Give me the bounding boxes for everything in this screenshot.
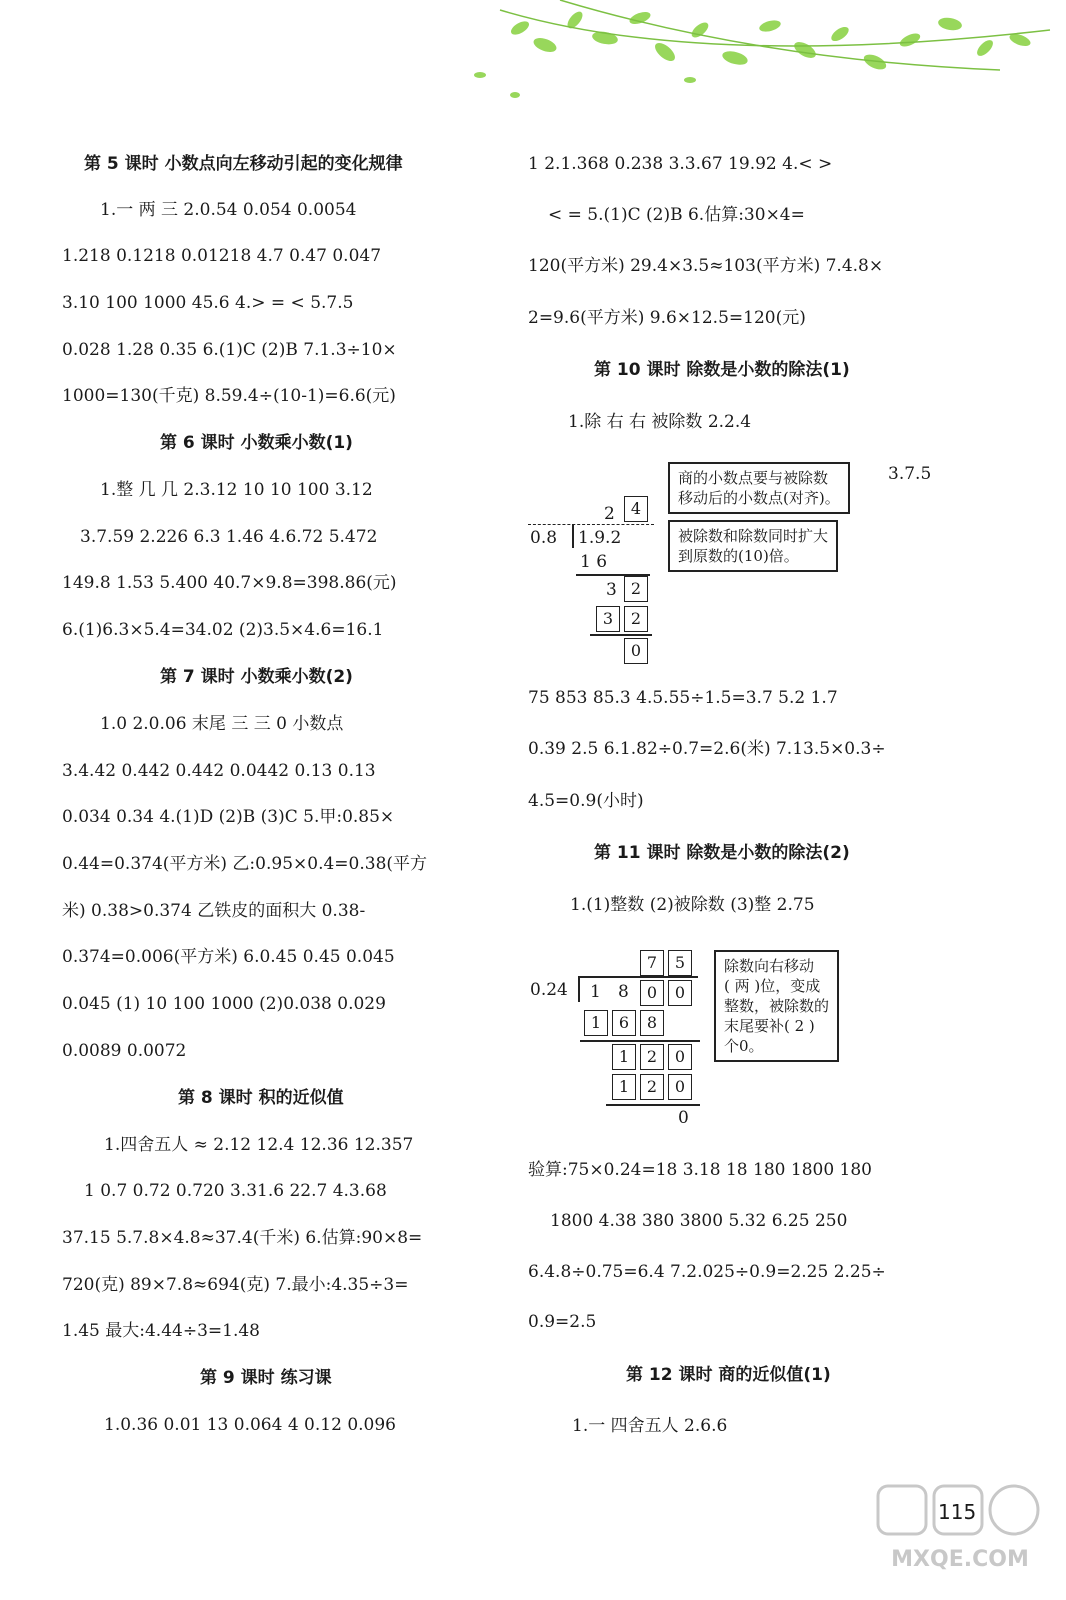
partial-cell: 0 xyxy=(668,1074,692,1100)
answer-line: 720(克) 89×7.8≈694(克) 7.最小:4.35÷3= xyxy=(62,1275,409,1295)
answer-line: 0.0089 0.0072 xyxy=(62,1041,187,1061)
division-bracket xyxy=(572,524,574,548)
partial-cell: 1 xyxy=(612,1074,636,1100)
answer-line: 1.四舍五人 ≈ 2.12 12.4 12.36 12.357 xyxy=(104,1135,414,1155)
answer-line: 验算:75×0.24=18 3.18 18 180 1800 180 xyxy=(528,1160,872,1180)
quotient-cell: 5 xyxy=(668,950,692,976)
partial-cell: 2 xyxy=(624,606,648,632)
divisor: 0.24 xyxy=(530,980,568,1000)
section-title-5: 第 5 课时 小数点向左移动引起的变化规律 xyxy=(84,154,403,174)
answer-line: 0.374=0.006(平方米) 6.0.45 0.45 0.045 xyxy=(62,947,395,967)
section-title-11: 第 11 课时 除数是小数的除法(2) xyxy=(594,843,850,863)
answer-line: < = 5.(1)C (2)B 6.估算:30×4= xyxy=(548,205,805,225)
answer-line: 0.44=0.374(平方米) 乙:0.95×0.4=0.38(平方 xyxy=(62,854,428,874)
answer-line: 4.5=0.9(小时) xyxy=(528,791,644,811)
answer-line: 1.整 几 几 2.3.12 10 10 100 3.12 xyxy=(100,480,373,500)
remainder-digit: 3 xyxy=(606,580,617,600)
note-box: 被除数和除数同时扩大 到原数的(10)倍。 xyxy=(668,520,838,572)
answer-line: 0.39 2.5 6.1.82÷0.7=2.6(米) 7.13.5×0.3÷ xyxy=(528,739,886,759)
answer-line: 1.(1)整数 (2)被除数 (3)整 2.75 xyxy=(570,895,815,915)
section-title-8: 第 8 课时 积的近似值 xyxy=(178,1088,344,1108)
answer-line: 149.8 1.53 5.400 40.7×9.8=398.86(元) xyxy=(62,573,397,593)
dividend-digit: 1 xyxy=(590,982,601,1002)
note-box: 除数向右移动 ( 两 )位，变成 整数，被除数的 末尾要补( 2 ) 个0。 xyxy=(714,950,839,1062)
answer-line: 1000=130(千克) 8.59.4÷(10-1)=6.6(元) xyxy=(62,386,396,406)
leaf-decoration xyxy=(0,0,1066,110)
watermark-text: MXQE.COM xyxy=(891,1547,1029,1572)
remainder-cell: 2 xyxy=(640,1044,664,1070)
partial-cell: 6 xyxy=(612,1010,636,1036)
answer-line: 0.045 (1) 10 100 1000 (2)0.038 0.029 xyxy=(62,994,386,1014)
division-bracket xyxy=(578,976,580,1002)
long-division-diagram-1 xyxy=(528,462,868,662)
dividend: 1.9.2 xyxy=(578,528,622,548)
answer-line: 1 2.1.368 0.238 3.3.67 19.92 4.< > xyxy=(528,154,833,174)
answer-line: 75 853 85.3 4.5.55÷1.5=3.7 5.2 1.7 xyxy=(528,688,838,708)
dividend-cell: 0 xyxy=(640,980,664,1006)
watermark-logo xyxy=(872,1480,1048,1576)
remainder-cell: 0 xyxy=(624,638,648,664)
subtraction-line xyxy=(580,1040,700,1042)
dividend-cell: 0 xyxy=(668,980,692,1006)
page-number: 115 xyxy=(938,1500,977,1524)
answer-line: 1.一 两 三 2.0.54 0.054 0.0054 xyxy=(100,200,357,220)
section-title-12: 第 12 课时 商的近似值(1) xyxy=(626,1365,831,1385)
answer-line: 米) 0.38>0.374 乙铁皮的面积大 0.38- xyxy=(62,901,366,921)
division-bracket xyxy=(528,524,654,525)
partial-cell: 3 xyxy=(596,606,620,632)
partial-cell: 2 xyxy=(640,1074,664,1100)
remainder-cell: 0 xyxy=(668,1044,692,1070)
section-title-9: 第 9 课时 练习课 xyxy=(200,1368,332,1388)
divisor: 0.8 xyxy=(530,528,558,548)
answer-line: 1 0.7 0.72 0.720 3.31.6 22.7 4.3.68 xyxy=(84,1181,387,1201)
answer-line: 6.4.8÷0.75=6.4 7.2.025÷0.9=2.25 2.25÷ xyxy=(528,1262,886,1282)
answer-line: 0.028 1.28 0.35 6.(1)C (2)B 7.1.3÷10× xyxy=(62,340,397,360)
answer-line: 1.0 2.0.06 末尾 三 三 0 小数点 xyxy=(100,714,344,734)
final-remainder: 0 xyxy=(678,1108,689,1128)
answer-line: 1.除 右 右 被除数 2.2.4 xyxy=(568,412,752,432)
answer-line: 3.4.42 0.442 0.442 0.0442 0.13 0.13 xyxy=(62,761,376,781)
answer-line: 37.15 5.7.8×4.8≈37.4(千米) 6.估算:90×8= xyxy=(62,1228,423,1248)
remainder-cell: 2 xyxy=(624,576,648,602)
section-title-10: 第 10 课时 除数是小数的除法(1) xyxy=(594,360,850,380)
subtraction-line xyxy=(590,634,652,636)
long-division-diagram-2 xyxy=(528,944,868,1128)
answer-line: 3.7.5 xyxy=(888,464,932,484)
dividend-digit: 8 xyxy=(618,982,629,1002)
division-bracket xyxy=(578,976,698,978)
answer-line: 1.45 最大:4.44÷3=1.48 xyxy=(62,1321,260,1341)
answer-line: 6.(1)6.3×5.4=34.02 (2)3.5×4.6=16.1 xyxy=(62,620,384,640)
partial-cell: 8 xyxy=(640,1010,664,1036)
answer-line: 1.一 四舍五人 2.6.6 xyxy=(572,1416,728,1436)
answer-line: 1.218 0.1218 0.01218 4.7 0.47 0.047 xyxy=(62,246,382,266)
section-title-7: 第 7 课时 小数乘小数(2) xyxy=(160,667,353,687)
answer-line: 3.10 100 1000 45.6 4.> = < 5.7.5 xyxy=(62,293,354,313)
quotient-cell: 7 xyxy=(640,950,664,976)
partial-cell: 1 xyxy=(584,1010,608,1036)
answer-line: 0.034 0.34 4.(1)D (2)B (3)C 5.甲:0.85× xyxy=(62,807,395,827)
answer-line: 120(平方米) 29.4×3.5≈103(平方米) 7.4.8× xyxy=(528,256,884,276)
answer-line: 1800 4.38 380 3800 5.32 6.25 250 xyxy=(550,1211,848,1231)
answer-line: 3.7.59 2.226 6.3 1.46 4.6.72 5.472 xyxy=(80,527,378,547)
quotient-cell: 4 xyxy=(624,496,648,522)
note-box: 商的小数点要与被除数 移动后的小数点(对齐)。 xyxy=(668,462,850,514)
answer-line: 2=9.6(平方米) 9.6×12.5=120(元) xyxy=(528,308,806,328)
remainder-cell: 1 xyxy=(612,1044,636,1070)
answer-line: 0.9=2.5 xyxy=(528,1312,597,1332)
quotient-digit: 2 xyxy=(604,504,615,524)
partial-product: 1 6 xyxy=(580,552,608,572)
answer-line: 1.0.36 0.01 13 0.064 4 0.12 0.096 xyxy=(104,1415,396,1435)
section-title-6: 第 6 课时 小数乘小数(1) xyxy=(160,433,353,453)
